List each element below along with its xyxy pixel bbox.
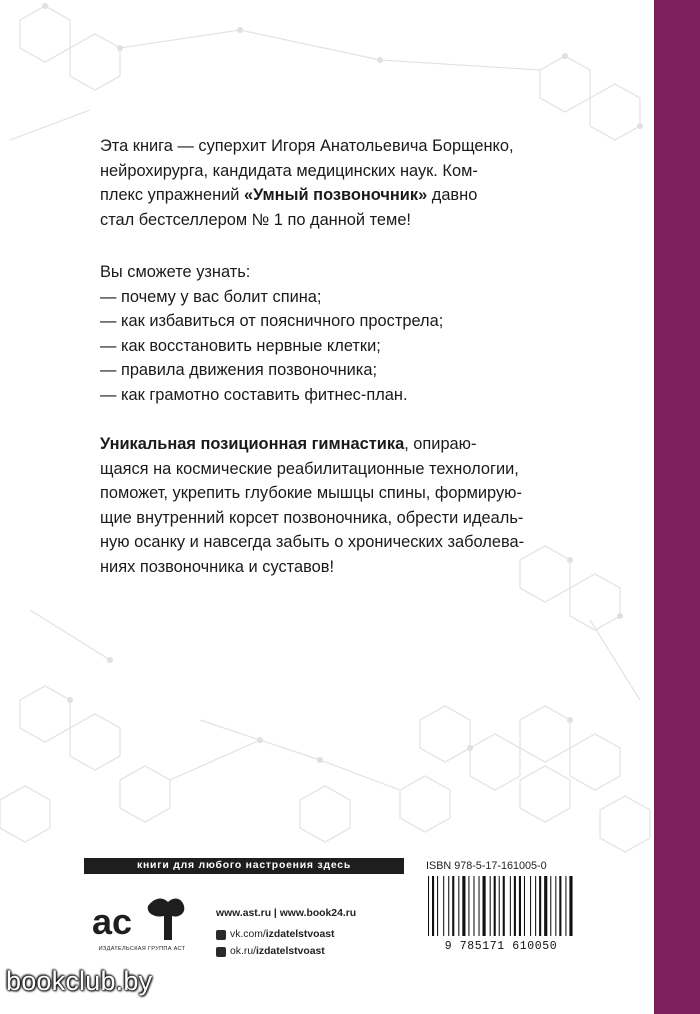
barcode-digits: 9 785171 610050 [444, 940, 558, 952]
main-line: поможет, укрепить глубокие мышцы спины, формирую- [100, 484, 522, 503]
intro-line [100, 183, 608, 208]
vk-link[interactable] [216, 929, 335, 940]
tagline-bar: книги для любого настроения здесь [84, 858, 404, 874]
book-title-bold: «Умный позвоночник» [244, 186, 428, 205]
publisher-websites[interactable]: www.ast.ru | www.book24.ru [216, 908, 357, 919]
main-line: ниях позвоночника и суставов! [100, 557, 334, 576]
vk-icon [216, 930, 226, 940]
ok-handle: izdatelstvoast [256, 946, 325, 957]
ok-prefix: ok.ru/ [230, 946, 256, 957]
intro-text: плекс упражнений [100, 186, 245, 205]
ok-icon [216, 947, 226, 957]
isbn-barcode [420, 874, 582, 952]
main-paragraph [100, 432, 608, 580]
vk-prefix: vk.com/ [230, 929, 266, 940]
gymnastics-bold: Уникальная позиционная гимнастика [100, 435, 405, 453]
publisher-caption: ИЗДАТЕЛЬСКАЯ ГРУППА АСТ [98, 946, 186, 952]
ok-link[interactable] [216, 946, 325, 957]
intro-line: нейрохирурга, кандидата медицинских наук. Ком- [100, 161, 478, 180]
main-text: , опираю- [404, 435, 477, 453]
ast-logo [86, 892, 196, 964]
intro-paragraph [100, 134, 608, 232]
learn-list-item: — как восстановить нервные клетки; [100, 336, 381, 355]
learn-list-item: — как грамотно составить фитнес-план. [100, 385, 408, 404]
learn-list [100, 260, 608, 408]
vk-handle: izdatelstvoast [265, 929, 335, 940]
main-line: щаяся на космические реабилитационные технологии, [100, 459, 519, 478]
intro-text: давно [427, 186, 478, 205]
main-line: ную осанку и навсегда забыть о хронических заболева- [100, 533, 525, 552]
isbn-number: ISBN 978-5-17-161005-0 [426, 860, 547, 872]
main-line [100, 432, 608, 457]
learn-list-item: — почему у вас болит спина; [100, 287, 322, 306]
intro-line: Эта книга — суперхит Игоря Анатольевича Борщенко, [100, 137, 514, 155]
svg-text:ac: ac [92, 901, 133, 942]
purple-spine-stripe [654, 0, 700, 1014]
learn-list-item: — как избавиться от поясничного прострела; [100, 312, 444, 331]
learn-list-item: — правила движения позвоночника; [100, 361, 378, 380]
learn-heading: Вы сможете узнать: [100, 263, 251, 281]
main-line: щие внутренний корсет позвоночника, обрести идеаль- [100, 508, 524, 527]
intro-line: стал бестселлером № 1 по данной теме! [100, 210, 411, 229]
site-watermark: bookclub.by [6, 966, 153, 996]
